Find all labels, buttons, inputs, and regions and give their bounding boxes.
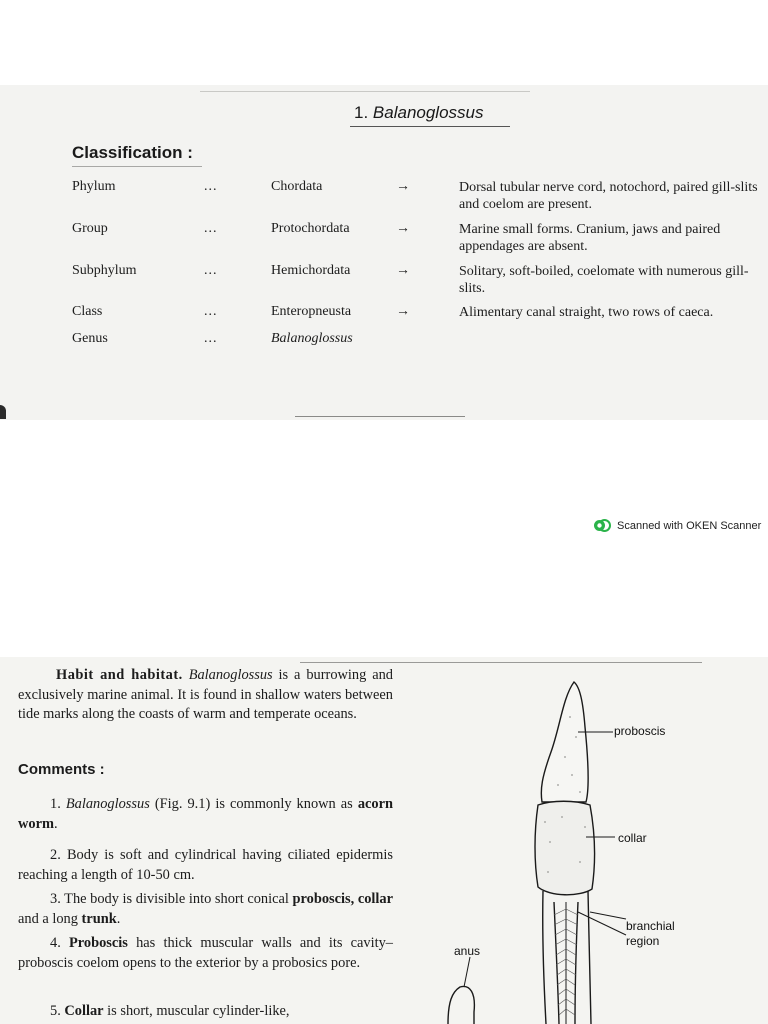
- taxon-name: Hemichordata: [271, 263, 351, 278]
- leader-dots: ...: [204, 263, 218, 278]
- comment-text: Proboscis: [68, 935, 128, 951]
- rank-label: Class: [72, 304, 103, 319]
- comment-number: 4.: [50, 935, 61, 951]
- classification-heading: Classification :: [72, 143, 193, 162]
- section-title: Balanoglossus: [372, 103, 484, 122]
- balanoglossus-figure: [430, 657, 768, 1024]
- comment-text: Body is soft and cylindrical having ciliated epidermis reaching a length of 10-50 cm.: [18, 847, 393, 883]
- comment-text: proboscis, collar: [292, 891, 393, 907]
- comment-text: Collar: [64, 1003, 104, 1019]
- balanoglossus-diagram: [430, 657, 768, 1024]
- habit-genus: Balanoglossus: [188, 667, 273, 683]
- comment-text: Balanoglossus: [65, 796, 150, 812]
- taxon-name: Protochordata: [271, 221, 350, 236]
- comment-number: 2.: [50, 847, 61, 863]
- comment-text: (Fig. 9.1) is commonly known as: [149, 796, 358, 812]
- heading-underline: [350, 126, 510, 127]
- rank-label: Subphylum: [72, 263, 137, 278]
- rank-label: Phylum: [72, 179, 116, 194]
- taxon-name: Enteropneusta: [271, 304, 352, 319]
- oken-scanner-icon: [593, 519, 611, 532]
- taxon-description: Marine small forms. Cranium, jaws and paired appendages are absent.: [459, 222, 721, 254]
- taxon-description: Solitary, soft-boiled, coelomate with numerous gill-slits.: [459, 264, 749, 296]
- arrow-icon: →: [396, 179, 410, 194]
- page-bottom-rule: [295, 416, 465, 417]
- comment-item: [18, 1002, 393, 1022]
- comment-item: [18, 934, 393, 973]
- classification-underline: [72, 166, 202, 167]
- rank-label: Genus: [72, 331, 108, 346]
- habit-text: is a burrowing and exclusively marine animal. It is found in shallow waters between tide marks along the coasts of warm and temperate oceans.: [18, 667, 393, 722]
- comment-text: trunk: [81, 910, 117, 927]
- comment-item: [18, 890, 393, 929]
- leader-dots: ...: [204, 221, 218, 236]
- bottom-scanned-page: [0, 657, 768, 1024]
- proboscis-label: proboscis: [614, 724, 666, 738]
- leader-dots: ...: [204, 179, 218, 194]
- comment-text: and a long: [18, 910, 82, 927]
- comment-text: is short, muscular cylinder-like,: [103, 1003, 290, 1019]
- section-heading: [354, 103, 484, 123]
- habit-paragraph: [18, 666, 393, 725]
- comment-text: The body is divisible into short conical: [64, 891, 293, 907]
- comment-item: [18, 846, 393, 885]
- page-edge-mark: [0, 405, 6, 419]
- scanner-label: Scanned with OKEN Scanner: [617, 519, 762, 532]
- comment-number: 1.: [50, 796, 61, 812]
- comment-text: .: [53, 815, 58, 832]
- leader-dots: ...: [204, 304, 218, 319]
- taxon-description: Alimentary canal straight, two rows of caeca.: [459, 305, 714, 320]
- comment-number: 3.: [50, 891, 61, 907]
- comment-item: [18, 795, 393, 834]
- branchial-region-label: branchial region: [626, 919, 675, 948]
- comment-text: has thick muscular walls and its cavity–proboscis coelom opens to the exterior by a probosics pore.: [18, 935, 393, 971]
- comment-text: acorn worm: [18, 796, 393, 832]
- comment-number: 5.: [50, 1003, 61, 1019]
- arrow-icon: →: [396, 221, 410, 236]
- habit-lead: Habit and habitat.: [56, 667, 183, 683]
- anus-label: anus: [454, 944, 481, 958]
- comments-heading: Comments :: [18, 761, 105, 778]
- comment-text: .: [116, 910, 121, 927]
- scanner-watermark: [593, 519, 761, 532]
- page-top-rule: [200, 91, 530, 92]
- section-number: 1.: [354, 103, 369, 122]
- taxon-description: Dorsal tubular nerve cord, notochord, paired gill-slits and coelom are present.: [459, 180, 758, 212]
- taxon-name: Chordata: [271, 179, 323, 194]
- collar-label: collar: [618, 831, 647, 845]
- top-scanned-page: [0, 85, 768, 420]
- rank-label: Group: [72, 221, 108, 236]
- arrow-icon: →: [396, 263, 410, 278]
- leader-dots: ...: [204, 331, 218, 346]
- arrow-icon: →: [396, 304, 410, 319]
- taxon-name: Balanoglossus: [271, 331, 353, 346]
